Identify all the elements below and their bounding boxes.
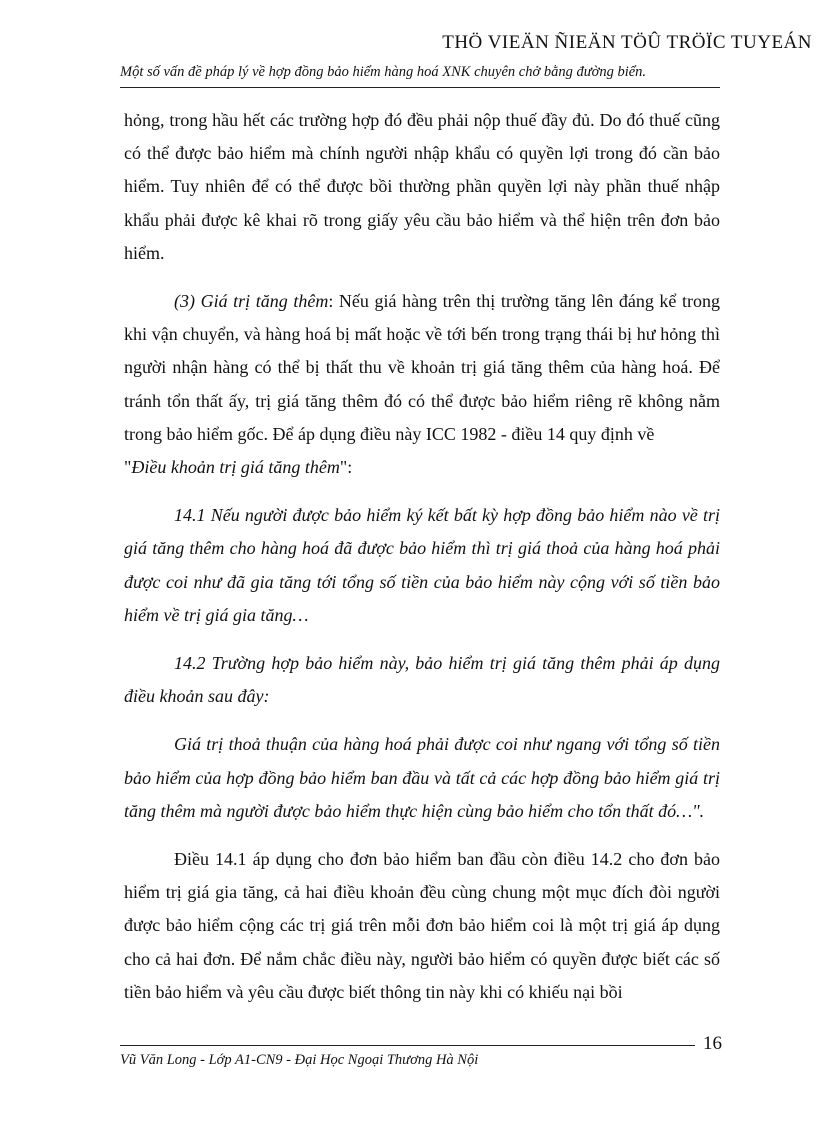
paragraph-added-value: [124, 285, 720, 484]
added-value-label: (3) Giá trị tăng thêm: [174, 291, 329, 312]
quote-14-1: 14.1 Nếu người được bảo hiểm ký kết bất kỳ hợp đồng bảo hiểm nào về trị giá tăng thêm cho hàng hoá đã được bảo hiểm thì trị giá thoả của hàng hoá phải được coi như đã gia tăng tới tổng số tiền của bảo hiểm này cộng với số tiền bảo hiểm về trị giá gia tăng…: [124, 505, 720, 625]
footer-author: Vũ Văn Long - Lớp A1-CN9 - Đại Học Ngoại Thương Hà Nội: [120, 1052, 479, 1068]
quote-agreed-value: Giá trị thoả thuận của hàng hoá phải được coi như ngang với tổng số tiền bảo hiểm của hợp đồng bảo hiểm ban đầu và tất cả các hợp đồng bảo hiểm giá trị tăng thêm mà người được bảo hiểm thực hiện cùng bảo hiểm cho tổn thất đó…".: [124, 734, 720, 821]
clause-quote-open: ": [124, 457, 132, 478]
site-watermark: THÖ VIEÄN ÑIEÄN TÖÛ TRÖÏC TUYEÁN: [442, 32, 812, 53]
clause-quote-close: ":: [339, 457, 353, 478]
clause-title: Điều khoản trị giá tăng thêm: [131, 457, 340, 478]
paragraph-explanation: Điều 14.1 áp dụng cho đơn bảo hiểm ban đầu còn điều 14.2 cho đơn bảo hiểm trị giá gia tăng, cả hai điều khoản đều cùng chung một mục đích đòi người được bảo hiểm cộng các trị giá trên mỗi đơn bảo hiểm coi là một trị giá áp dụng cho cả hai đơn. Để nắm chắc điều này, người bảo hiểm có quyền được biết các số tiền bảo hiểm và yêu cầu được biết thông tin này khi có khiếu nại bồi: [124, 849, 720, 1002]
running-header: Một số vấn đề pháp lý về hợp đồng bảo hiểm hàng hoá XNK chuyên chở bằng đường biển.: [120, 64, 647, 80]
added-value-text: : Nếu giá hàng trên thị trường tăng lên đáng kể trong khi vận chuyển, và hàng hoá bị mất hoặc về tới bến trong trạng thái bị hư hỏng thì người nhận hàng có thể bị thất thu về khoản trị giá tăng thêm của hàng hoá. Để tránh tổn thất ấy, trị giá tăng thêm đó có thể được bảo hiểm riêng rẽ không nằm trong bảo hiểm gốc. Để áp dụng điều này ICC 1982 - điều 14 quy định về: [124, 291, 720, 444]
quote-14-2: 14.2 Trường hợp bảo hiểm này, bảo hiểm trị giá tăng thêm phải áp dụng điều khoản sau đây:: [124, 653, 720, 707]
footer-divider: [120, 1045, 695, 1046]
page-body: [124, 104, 720, 1024]
header-divider: [120, 87, 720, 88]
page-number: 16: [703, 1033, 722, 1054]
paragraph-continuation: hỏng, trong hầu hết các trường hợp đó đều phải nộp thuế đầy đủ. Do đó thuế cũng có thể được bảo hiểm mà chính người nhập khẩu có quyền lợi trong đó cần bảo hiểm. Tuy nhiên để có thể được bồi thường phần quyền lợi này phần thuế nhập khẩu phải được kê khai rõ trong giấy yêu cầu bảo hiểm và thể hiện trên đơn bảo hiểm.: [124, 110, 720, 263]
